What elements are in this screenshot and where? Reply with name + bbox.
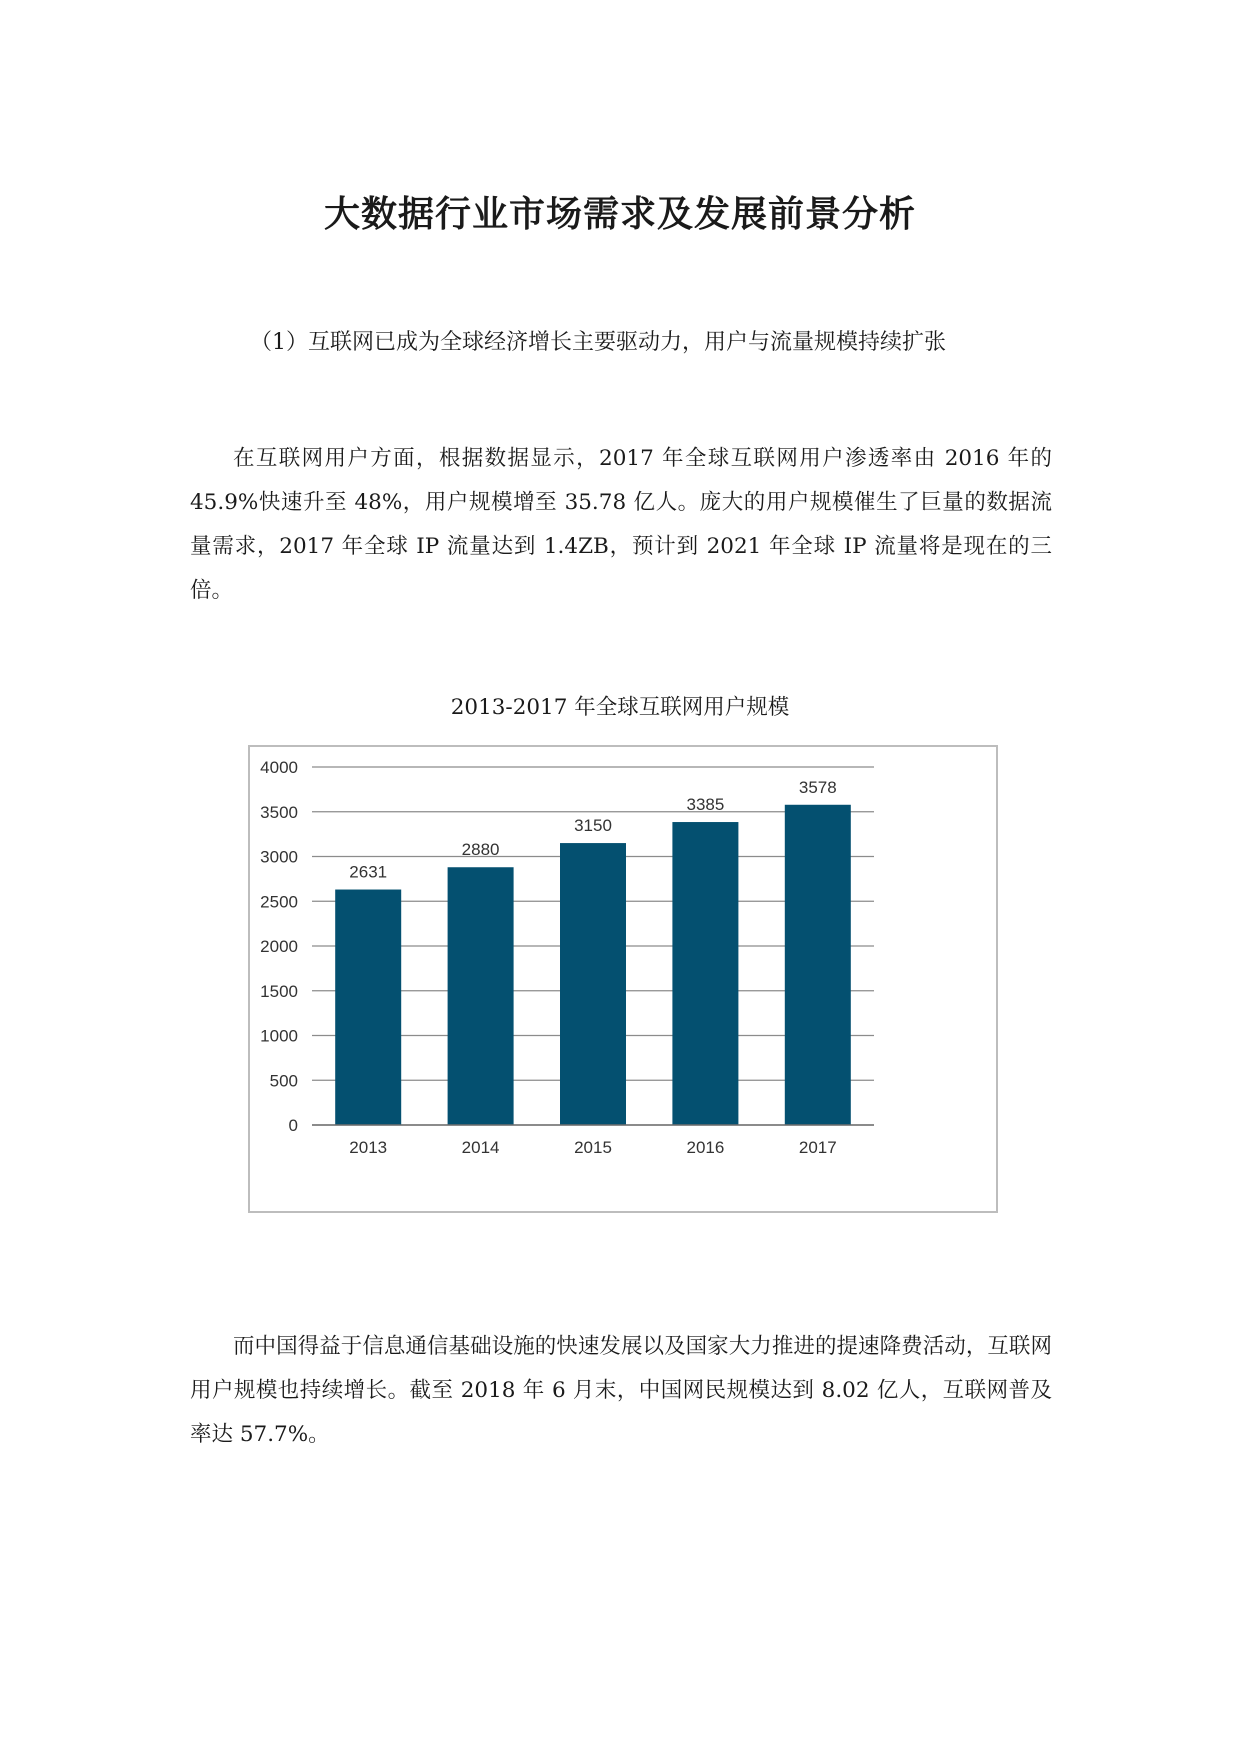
data-label: 2631 (349, 862, 388, 882)
bars (335, 805, 851, 1125)
y-tick-label: 4000 (260, 758, 298, 777)
data-label: 3385 (686, 795, 725, 815)
paragraph-china-users: 而中国得益于信息通信基础设施的快速发展以及国家大力推进的提速降费活动，互联网用户规模也持续增长。截至 2018 年 6 月末，中国网民规模达到 8.02 亿人，互联网普及率达 57.7%。 (190, 1334, 1052, 1447)
bar-2015 (560, 843, 626, 1125)
x-tick-label: 2015 (574, 1138, 612, 1157)
y-tick-label: 2000 (260, 937, 298, 956)
bar-2017 (785, 805, 851, 1125)
y-tick-label: 0 (288, 1116, 298, 1135)
y-tick-label: 1500 (260, 981, 298, 1001)
x-tick-label: 2016 (686, 1138, 725, 1157)
bar-2016 (672, 822, 738, 1125)
x-tick-label: 2014 (461, 1138, 500, 1157)
paragraph-internet-users: 在互联网用户方面，根据数据显示，2017 年全球互联网用户渗透率由 2016 年的 45.9%快速升至 48%，用户规模增至 35.78 亿人。庞大的用户规模催生了巨量的数据流量需求，2017 年全球 IP 流量达到 1.4ZB，预计到 2021 年全球 IP 流量将是现在的三倍。 (190, 446, 1052, 603)
y-tick-label: 500 (269, 1071, 298, 1091)
section-heading: （1）互联网已成为全球经济增长主要驱动力，用户与流量规模持续扩张 (250, 330, 946, 355)
x-tick-label: 2013 (349, 1138, 388, 1157)
y-tick-label: 1000 (260, 1026, 298, 1046)
data-label: 2880 (461, 840, 500, 860)
bar-2014 (448, 867, 514, 1125)
y-tick-label: 3500 (260, 802, 298, 822)
x-axis (312, 1125, 874, 1157)
data-label: 3150 (574, 816, 612, 836)
y-tick-label: 3000 (260, 847, 298, 867)
page-title: 大数据行业市场需求及发展前景分析 (323, 194, 916, 235)
data-label: 3578 (798, 777, 837, 797)
bar-chart-container (248, 745, 998, 1213)
x-tick-label: 2017 (798, 1138, 837, 1157)
chart-caption: 2013-2017 年全球互联网用户规模 (450, 695, 790, 720)
bar-2013 (335, 890, 401, 1125)
y-axis (260, 758, 298, 1135)
y-tick-label: 2500 (260, 892, 298, 912)
bar-chart (250, 747, 996, 1211)
